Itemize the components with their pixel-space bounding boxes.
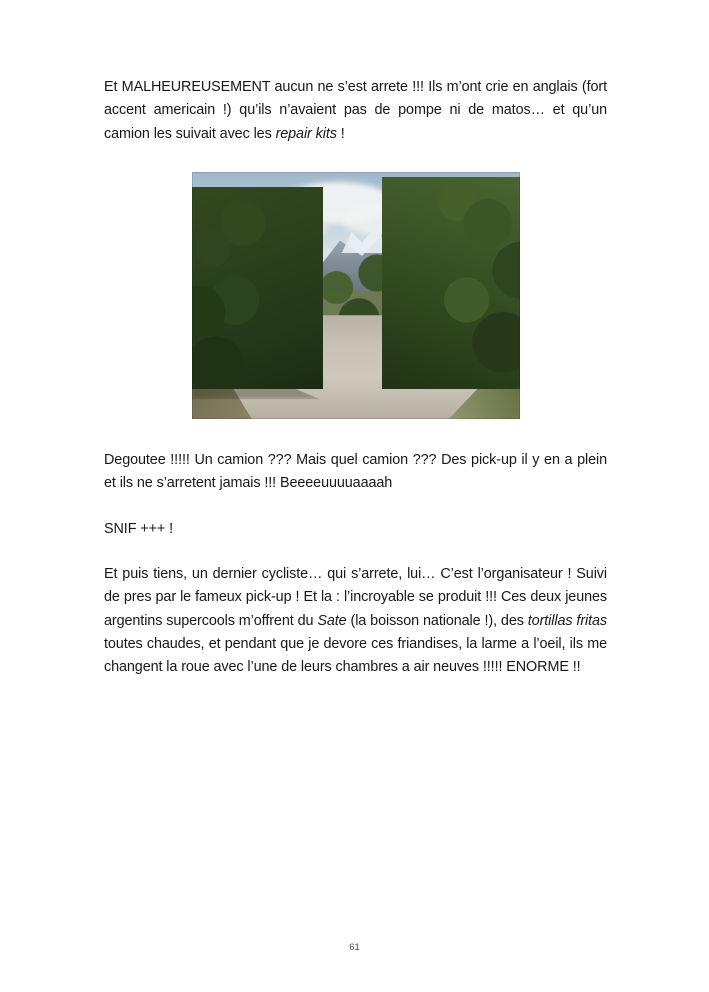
paragraph-4-run-3: (la boisson nationale !), des — [346, 612, 528, 629]
paragraph-2 — [104, 449, 607, 496]
paragraph-1-run-2-italic: repair kits — [275, 125, 337, 142]
text-column — [104, 76, 607, 680]
paragraph-4-run-5: toutes chaudes, et pendant que je devore ces friandises, la larme a l’oeil, ils me changent la roue avec l’une de leurs chambres a air neuves !!!!! ENORME !! — [104, 635, 607, 676]
paragraph-3 — [104, 518, 607, 541]
photo-forest-left — [192, 187, 323, 390]
gravel-mountain-road-photo — [192, 172, 520, 419]
paragraph-1-run-3: ! — [336, 125, 345, 142]
page-number: 61 — [349, 942, 360, 953]
paragraph-4 — [104, 563, 607, 680]
paragraph-4-run-4-italic: tortillas fritas — [527, 612, 608, 629]
paragraph-3-run-1: SNIF +++ ! — [104, 520, 173, 537]
paragraph-2-run-1: Degoutee !!!!! Un camion ??? Mais quel camion ??? Des pick-up il y en a plein et ils ne s’arretent jamais !!! Beeeeuuuuaaaah — [104, 451, 607, 492]
paragraph-1 — [104, 76, 607, 146]
photo-forest-right — [382, 177, 520, 389]
paragraph-4-run-1: Et puis tiens, un dernier cycliste… qui s’arrete, lui… C’est l’organisateur ! Suivi de pres par le fameux pick-up ! Et la : l’incroyable se produit !!! Ces deux jeunes argentins supercools m’offrent du — [104, 565, 607, 629]
figure-block — [104, 172, 607, 419]
paragraph-4-run-2-italic: Sate — [317, 612, 347, 629]
paragraph-1-run-1: Et MALHEUREUSEMENT aucun ne s’est arrete !!! Ils m’ont crie en anglais (fort accent americain !) qu’ils n’avaient pas de pompe ni de matos… et qu’un camion les suivait avec les — [104, 79, 607, 142]
